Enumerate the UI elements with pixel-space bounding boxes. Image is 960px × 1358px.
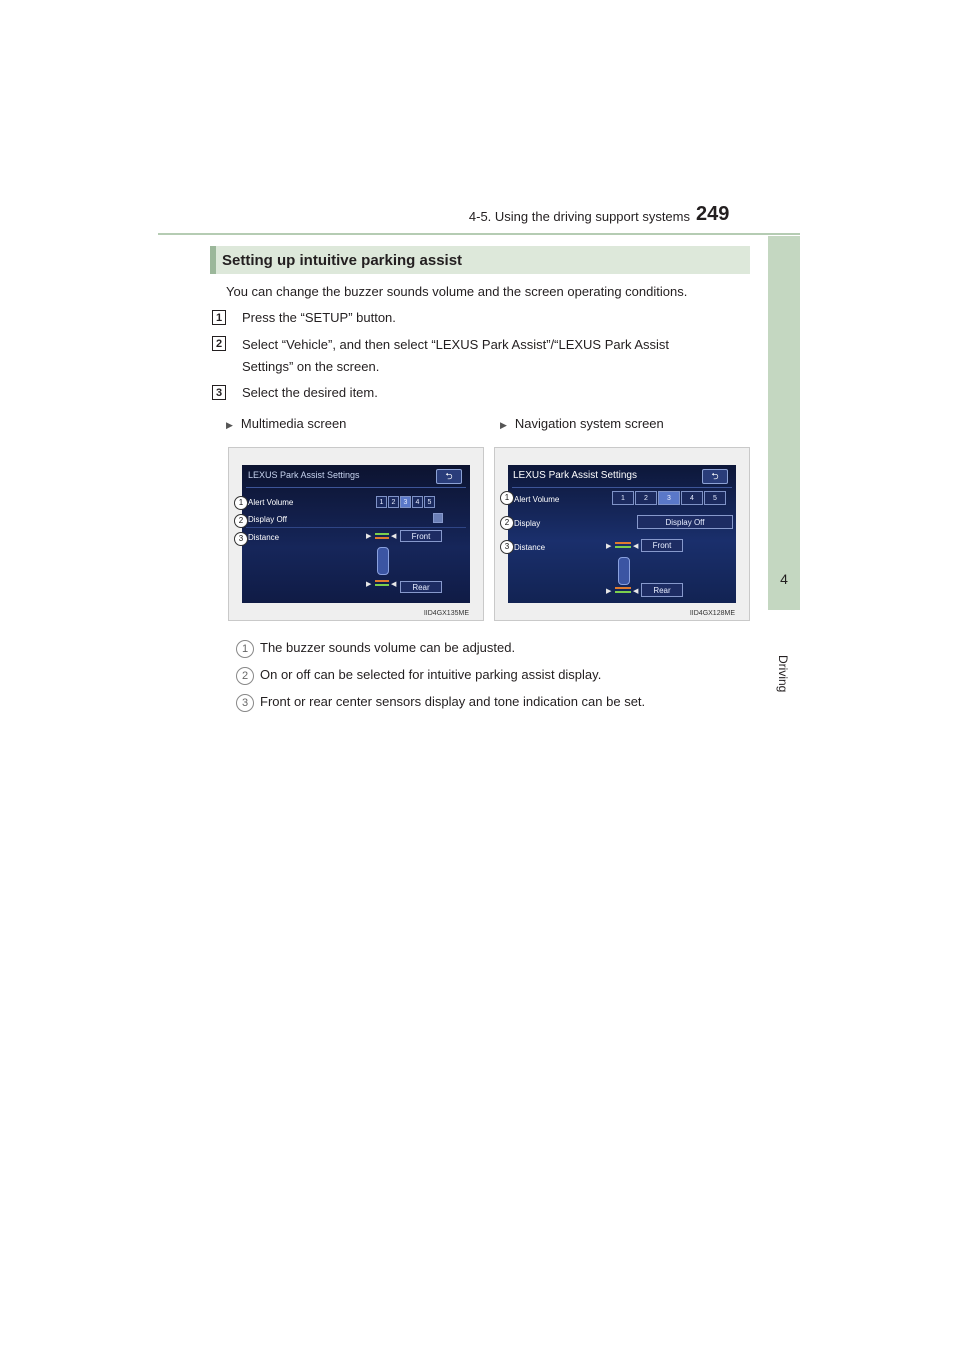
section-title: Setting up intuitive parking assist <box>222 252 463 269</box>
arrow-right-icon: ▶ <box>366 581 372 588</box>
navigation-screen-label: ▶ Navigation system screen <box>500 416 664 431</box>
row-divider <box>246 527 466 528</box>
note-1-text: The buzzer sounds volume can be adjusted. <box>260 640 516 655</box>
arrow-right-icon: ▶ <box>606 588 612 595</box>
back-button[interactable]: ⮌ <box>702 469 728 484</box>
front-sensor-orange <box>375 537 389 539</box>
display-checkbox[interactable] <box>433 513 443 523</box>
header-rule <box>158 233 800 235</box>
intro-text: You can change the buzzer sounds volume and the screen operating conditions. <box>226 284 688 299</box>
note-number-2: 2 <box>236 667 254 685</box>
step-1-text: Press the “SETUP” button. <box>242 310 396 325</box>
volume-5-button[interactable]: 5 <box>424 496 435 508</box>
display-off-button[interactable]: Display Off <box>637 515 733 529</box>
display-label: Display <box>514 519 541 528</box>
screen-divider <box>512 487 732 488</box>
callout-2: 2 <box>234 514 248 528</box>
volume-1-button[interactable]: 1 <box>376 496 387 508</box>
arrow-left-icon: ◀ <box>391 533 397 540</box>
arrow-left-icon: ◀ <box>391 581 397 588</box>
step-number-3: 3 <box>212 385 226 400</box>
volume-3-button[interactable]: 3 <box>658 491 680 505</box>
screen-title: LEXUS Park Assist Settings <box>513 470 637 481</box>
arrow-right-icon: ▶ <box>366 533 372 540</box>
note-number-3: 3 <box>236 694 254 712</box>
front-sensor-green <box>615 546 631 548</box>
front-button[interactable]: Front <box>400 530 442 542</box>
screen-divider <box>246 487 466 488</box>
screen-display <box>508 465 736 603</box>
distance-label: Distance <box>514 543 546 552</box>
volume-3-button[interactable]: 3 <box>400 496 411 508</box>
note-number-1: 1 <box>236 640 254 658</box>
rear-sensor-green <box>615 591 631 593</box>
rear-sensor-orange <box>615 587 631 589</box>
alert-volume-label: Alert Volume <box>514 495 560 504</box>
rear-sensor-green <box>375 584 389 586</box>
triangle-bullet-icon: ▶ <box>500 420 507 430</box>
callout-1: 1 <box>234 496 248 510</box>
image-code: IID4GX128ME <box>689 610 735 617</box>
triangle-bullet-icon: ▶ <box>226 420 233 430</box>
car-icon <box>377 547 389 575</box>
car-icon <box>618 557 630 585</box>
callout-2: 2 <box>500 516 514 530</box>
volume-2-button[interactable]: 2 <box>388 496 399 508</box>
image-code: IID4GX135ME <box>423 610 469 617</box>
step-2-text-line2: Settings” on the screen. <box>242 359 380 374</box>
chapter-number: 4 <box>780 571 788 587</box>
chapter-label: Driving <box>776 655 790 693</box>
display-off-label: Display Off <box>248 515 287 524</box>
front-button[interactable]: Front <box>641 539 683 552</box>
screen-title: LEXUS Park Assist Settings <box>248 470 360 480</box>
page-number: 249 <box>696 203 730 225</box>
volume-1-button[interactable]: 1 <box>612 491 634 505</box>
multimedia-screenshot <box>228 447 484 621</box>
callout-3: 3 <box>234 532 248 546</box>
back-button[interactable]: ⮌ <box>436 469 462 484</box>
arrow-left-icon: ◀ <box>633 588 639 595</box>
callout-3: 3 <box>500 540 514 554</box>
callout-1: 1 <box>500 491 514 505</box>
rear-button[interactable]: Rear <box>400 581 442 593</box>
step-2-text-line1: Select “Vehicle”, and then select “LEXUS Park Assist”/“LEXUS Park Assist <box>242 337 670 352</box>
note-3-text: Front or rear center sensors display and tone indication can be set. <box>260 694 646 709</box>
volume-4-button[interactable]: 4 <box>681 491 703 505</box>
alert-volume-label: Alert Volume <box>248 498 294 507</box>
navigation-screenshot <box>494 447 750 621</box>
rear-sensor-orange <box>375 580 389 582</box>
volume-2-button[interactable]: 2 <box>635 491 657 505</box>
volume-5-button[interactable]: 5 <box>704 491 726 505</box>
step-number-1: 1 <box>212 310 226 325</box>
multimedia-screen-label: ▶ Multimedia screen <box>226 416 347 431</box>
front-sensor-orange <box>615 542 631 544</box>
rear-button[interactable]: Rear <box>641 583 683 597</box>
distance-label: Distance <box>248 533 280 542</box>
arrow-right-icon: ▶ <box>606 543 612 550</box>
step-number-2: 2 <box>212 336 226 351</box>
front-sensor-green <box>375 533 389 535</box>
chapter-tab <box>768 236 800 610</box>
running-header: 4-5. Using the driving support systems <box>468 209 690 224</box>
arrow-left-icon: ◀ <box>633 543 639 550</box>
step-3-text: Select the desired item. <box>242 385 378 400</box>
screen-display <box>242 465 470 603</box>
volume-4-button[interactable]: 4 <box>412 496 423 508</box>
note-2-text: On or off can be selected for intuitive parking assist display. <box>260 667 602 682</box>
